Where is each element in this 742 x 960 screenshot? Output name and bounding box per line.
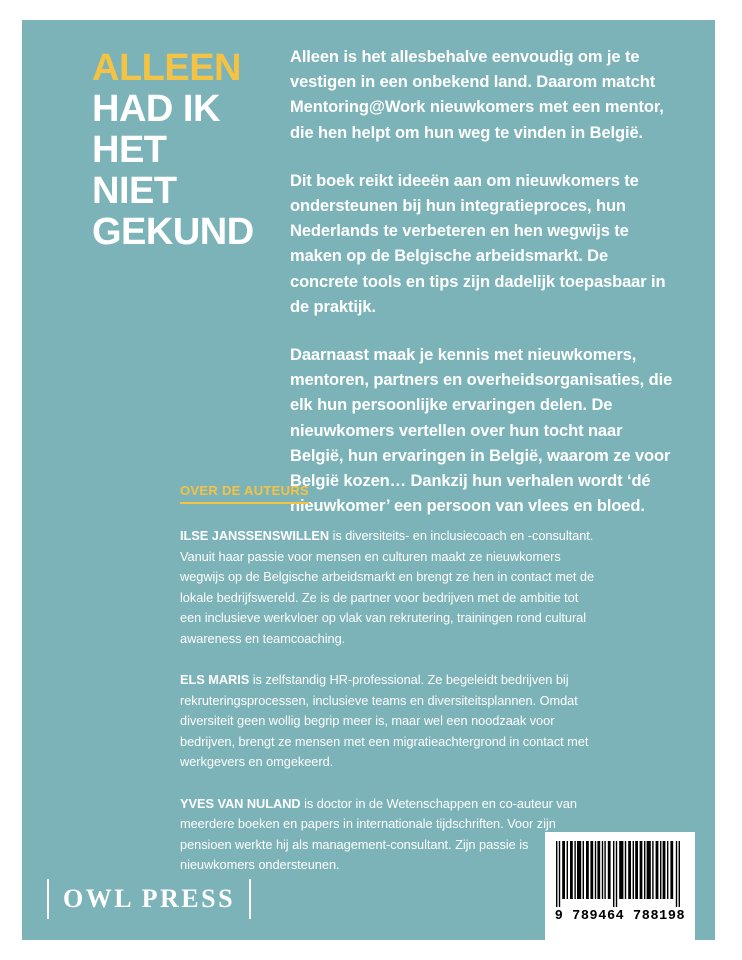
isbn-number: 9 789464 788198 — [554, 909, 686, 924]
book-title — [92, 48, 297, 253]
blurb-paragraph-2: Dit boek reikt ideeën aan om nieuwkomers te ondersteunen bij hun integratieproces, hun Nederlands te verbeteren en hen wegwijs te maken op de Belgische arbeidsmarkt. De concrete tools en tips zijn dadelijk toepasbaar in de praktijk. — [290, 171, 666, 316]
authors-heading: OVER DE AUTEURS — [180, 483, 309, 504]
author-name-1: ILSE JANSSENSWILLEN — [180, 528, 330, 543]
blurb-paragraph-1: Alleen is het allesbehalve eenvoudig om je te vestigen in een onbekend land. Daarom matcht Mentoring@Work nieuwkomers met een mentor, die hen helpt om hun weg te vinden in België. — [290, 48, 664, 142]
publisher-logo — [47, 878, 251, 920]
blurb-paragraph-3: Daarnaast maak je kennis met nieuwkomers, mentoren, partners en overheidsorganisaties, die elk hun persoonlijke ervaringen delen. De nieuwkomers vertellen over hun tocht naar België, hun ervaringen in België, waarom ze voor België kozen… Dankzij hun verhalen wordt ‘dé nieuwkomer’ een persoon van vlees en bloed. — [290, 346, 673, 516]
blurb-text — [290, 45, 680, 519]
author-name-2: ELS MARIS — [180, 672, 250, 687]
author-bio-2 — [180, 670, 600, 773]
author-bio-3 — [180, 794, 600, 876]
author-text-1: is diversiteits- en inclusiecoach en -consultant. Vanuit haar passie voor mensen en culturen maakt ze nieuwkomers wegwijs op de Belgische arbeidsmarkt en brengt ze hen in contact met de lokale bedrijfswereld. Ze is de partner voor bedrijven met de ambitie tot een inclusieve werkvloer op vlak van rekrutering, trainingen rond cultural awareness en teamcoaching. — [180, 528, 595, 646]
author-text-2: is zelfstandig HR-professional. Ze begeleidt bedrijven bij rekruteringsprocessen, inclusieve teams en diversiteitsplannen. Omdat diversiteit geen wollig begrip meer is, maar wel een noodzaak voor bedrijven, brengt ze mensen met een migratieachtergrond in contact met werkgevers en omgekeerd. — [180, 672, 589, 769]
author-text-3: is doctor in de Wetenschappen en co-auteur van meerdere boeken en papers in internationale tijdschriften. Voor zijn pensioen werkte hij als management-consultant. Zijn passie is nieuwkomers ondersteunen. — [180, 795, 577, 872]
title-line-4: NIET — [92, 170, 177, 212]
title-line-3: HET — [92, 129, 167, 171]
barcode-bars-icon — [556, 841, 684, 907]
title-line-2: HAD IK — [92, 88, 220, 130]
book-back-cover — [22, 20, 715, 940]
publisher-rule-right-icon — [249, 879, 251, 919]
title-line-1: ALLEEN — [92, 47, 241, 89]
authors-section — [180, 482, 600, 876]
author-bio-1 — [180, 526, 600, 649]
isbn-barcode — [545, 832, 695, 940]
publisher-name: OWL PRESS — [63, 884, 236, 913]
title-line-5: GEKUND — [92, 211, 254, 253]
author-name-3: YVES VAN NULAND — [180, 795, 301, 811]
